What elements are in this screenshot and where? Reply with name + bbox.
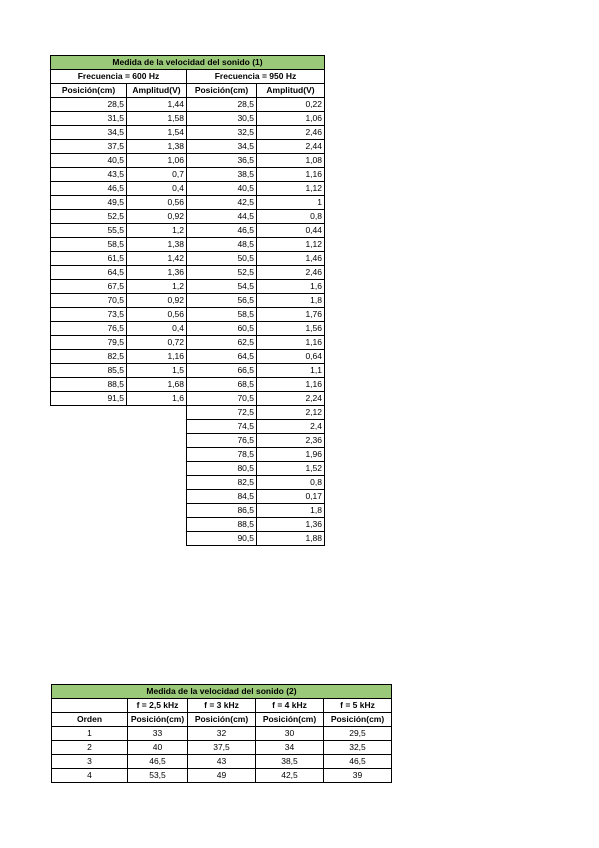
position-cell: 76,5 [51,322,127,336]
empty-cell [51,448,127,462]
empty-cell [127,448,187,462]
table-row [51,448,325,462]
position-cell: 32 [188,727,256,741]
position-cell: 72,5 [187,406,257,420]
amplitude-cell: 2,24 [257,392,325,406]
table-row [51,182,325,196]
amplitude-cell: 1,52 [257,462,325,476]
table-row [51,210,325,224]
empty-cell [127,518,187,532]
table2-title: Medida de la velocidad del sonido (2) [52,685,392,699]
empty-cell [51,420,127,434]
position-cell: 28,5 [187,98,257,112]
amplitude-cell: 0,92 [127,210,187,224]
position-cell: 80,5 [187,462,257,476]
amplitude-cell: 1,16 [257,168,325,182]
amplitude-cell: 1,08 [257,154,325,168]
position-cell: 52,5 [187,266,257,280]
table-row [51,154,325,168]
amplitude-cell: 1,8 [257,294,325,308]
amplitude-cell: 0,22 [257,98,325,112]
order-cell: 4 [52,769,128,783]
empty-cell [127,406,187,420]
table-row [51,434,325,448]
empty-cell [127,420,187,434]
amplitude-cell: 1 [257,196,325,210]
amplitude-cell: 1,54 [127,126,187,140]
position-cell: 42,5 [256,769,324,783]
order-cell: 2 [52,741,128,755]
position-cell: 58,5 [187,308,257,322]
table-row [51,224,325,238]
table-row [51,532,325,546]
amplitude-cell: 1,42 [127,252,187,266]
table-row [51,126,325,140]
position-cell: 58,5 [51,238,127,252]
amplitude-cell: 0,56 [127,196,187,210]
position-cell: 53,5 [128,769,188,783]
position-cell: 46,5 [324,755,392,769]
position-cell: 60,5 [187,322,257,336]
table-row [51,280,325,294]
position-cell: 66,5 [187,364,257,378]
amplitude-cell: 0,7 [127,168,187,182]
position-cell: 91,5 [51,392,127,406]
amplitude-cell: 1,16 [257,378,325,392]
table2-col-position: Posición(cm) [256,713,324,727]
table-row [51,252,325,266]
amplitude-cell: 0,56 [127,308,187,322]
position-cell: 85,5 [51,364,127,378]
position-cell: 70,5 [187,392,257,406]
amplitude-cell: 1,36 [257,518,325,532]
position-cell: 67,5 [51,280,127,294]
table2-col-position: Posición(cm) [324,713,392,727]
position-cell: 49,5 [51,196,127,210]
empty-cell [127,504,187,518]
amplitude-cell: 0,17 [257,490,325,504]
amplitude-cell: 0,8 [257,210,325,224]
position-cell: 88,5 [187,518,257,532]
amplitude-cell: 0,44 [257,224,325,238]
amplitude-cell: 0,92 [127,294,187,308]
position-cell: 50,5 [187,252,257,266]
position-cell: 37,5 [51,140,127,154]
amplitude-cell: 1,12 [257,238,325,252]
table-row [51,490,325,504]
amplitude-cell: 2,4 [257,420,325,434]
table-row [51,462,325,476]
table-row [51,378,325,392]
position-cell: 34,5 [51,126,127,140]
position-cell: 32,5 [324,741,392,755]
position-cell: 40,5 [51,154,127,168]
amplitude-cell: 2,12 [257,406,325,420]
amplitude-cell: 1,06 [257,112,325,126]
position-cell: 46,5 [51,182,127,196]
table1-col-amplitude-a: Amplitud(V) [127,84,187,98]
empty-cell [51,490,127,504]
amplitude-cell: 1,38 [127,238,187,252]
position-cell: 86,5 [187,504,257,518]
empty-cell [127,434,187,448]
table-row [51,112,325,126]
position-cell: 34 [256,741,324,755]
position-cell: 48,5 [187,238,257,252]
position-cell: 43 [188,755,256,769]
empty-cell [127,462,187,476]
position-cell: 39 [324,769,392,783]
table-row [51,294,325,308]
empty-cell [51,476,127,490]
amplitude-cell: 0,8 [257,476,325,490]
table2-col-orden: Orden [52,713,128,727]
position-cell: 30 [256,727,324,741]
empty-cell [51,518,127,532]
position-cell: 49 [188,769,256,783]
table-row [51,140,325,154]
position-cell: 30,5 [187,112,257,126]
position-cell: 79,5 [51,336,127,350]
amplitude-cell: 1,58 [127,112,187,126]
table2-freq-header: f = 3 kHz [188,699,256,713]
position-cell: 38,5 [187,168,257,182]
table1-col-position-b: Posición(cm) [187,84,257,98]
sound-speed-table-2 [51,684,392,783]
table-row [51,308,325,322]
table-row [51,196,325,210]
table1-col-amplitude-b: Amplitud(V) [257,84,325,98]
empty-cell [51,462,127,476]
amplitude-cell: 2,46 [257,126,325,140]
amplitude-cell: 1,88 [257,532,325,546]
amplitude-cell: 1,1 [257,364,325,378]
amplitude-cell: 0,72 [127,336,187,350]
amplitude-cell: 0,64 [257,350,325,364]
amplitude-cell: 1,68 [127,378,187,392]
amplitude-cell: 1,6 [257,280,325,294]
amplitude-cell: 2,46 [257,266,325,280]
amplitude-cell: 1,06 [127,154,187,168]
empty-cell [51,434,127,448]
position-cell: 38,5 [256,755,324,769]
table2-col-position: Posición(cm) [128,713,188,727]
position-cell: 78,5 [187,448,257,462]
table-row [52,769,392,783]
order-cell: 1 [52,727,128,741]
position-cell: 42,5 [187,196,257,210]
empty-cell [51,532,127,546]
position-cell: 84,5 [187,490,257,504]
table-row [52,727,392,741]
position-cell: 29,5 [324,727,392,741]
amplitude-cell: 1,6 [127,392,187,406]
amplitude-cell: 1,56 [257,322,325,336]
table-row [51,322,325,336]
table-row [51,266,325,280]
table-row [51,420,325,434]
empty-cell [127,476,187,490]
table-row [51,168,325,182]
position-cell: 82,5 [51,350,127,364]
sound-speed-table-1 [50,55,325,546]
position-cell: 52,5 [51,210,127,224]
amplitude-cell: 1,8 [257,504,325,518]
position-cell: 64,5 [51,266,127,280]
position-cell: 64,5 [187,350,257,364]
amplitude-cell: 1,5 [127,364,187,378]
amplitude-cell: 1,12 [257,182,325,196]
table-row [51,518,325,532]
amplitude-cell: 1,38 [127,140,187,154]
position-cell: 32,5 [187,126,257,140]
table1-col-position-a: Posición(cm) [51,84,127,98]
table-row [51,504,325,518]
amplitude-cell: 1,2 [127,280,187,294]
position-cell: 37,5 [188,741,256,755]
table-row [51,364,325,378]
position-cell: 88,5 [51,378,127,392]
amplitude-cell: 2,36 [257,434,325,448]
position-cell: 43,5 [51,168,127,182]
table2-col-position: Posición(cm) [188,713,256,727]
amplitude-cell: 1,46 [257,252,325,266]
position-cell: 36,5 [187,154,257,168]
empty-cell [127,490,187,504]
position-cell: 74,5 [187,420,257,434]
table2-corner-cell [52,699,128,713]
amplitude-cell: 0,4 [127,322,187,336]
amplitude-cell: 1,2 [127,224,187,238]
table-row [51,392,325,406]
position-cell: 46,5 [128,755,188,769]
amplitude-cell: 1,44 [127,98,187,112]
position-cell: 61,5 [51,252,127,266]
amplitude-cell: 1,36 [127,266,187,280]
table-row [51,350,325,364]
position-cell: 54,5 [187,280,257,294]
position-cell: 34,5 [187,140,257,154]
position-cell: 90,5 [187,532,257,546]
order-cell: 3 [52,755,128,769]
table2-freq-header: f = 5 kHz [324,699,392,713]
position-cell: 44,5 [187,210,257,224]
table2-freq-header: f = 2,5 kHz [128,699,188,713]
table-row [52,755,392,769]
table-row [51,98,325,112]
table1-freq-950-header: Frecuencia = 950 Hz [187,70,325,84]
position-cell: 70,5 [51,294,127,308]
table1-title: Medida de la velocidad del sonido (1) [51,56,325,70]
amplitude-cell: 0,4 [127,182,187,196]
empty-cell [51,406,127,420]
position-cell: 40 [128,741,188,755]
amplitude-cell: 1,76 [257,308,325,322]
table-row [51,336,325,350]
empty-cell [127,532,187,546]
position-cell: 68,5 [187,378,257,392]
amplitude-cell: 1,96 [257,448,325,462]
position-cell: 46,5 [187,224,257,238]
position-cell: 56,5 [187,294,257,308]
table1-freq-600-header: Frecuencia = 600 Hz [51,70,187,84]
table2-freq-header: f = 4 kHz [256,699,324,713]
position-cell: 82,5 [187,476,257,490]
position-cell: 28,5 [51,98,127,112]
position-cell: 76,5 [187,434,257,448]
table-row [52,741,392,755]
amplitude-cell: 1,16 [127,350,187,364]
amplitude-cell: 1,16 [257,336,325,350]
position-cell: 33 [128,727,188,741]
position-cell: 55,5 [51,224,127,238]
position-cell: 31,5 [51,112,127,126]
position-cell: 62,5 [187,336,257,350]
table-row [51,406,325,420]
position-cell: 73,5 [51,308,127,322]
position-cell: 40,5 [187,182,257,196]
table-row [51,238,325,252]
empty-cell [51,504,127,518]
amplitude-cell: 2,44 [257,140,325,154]
table-row [51,476,325,490]
